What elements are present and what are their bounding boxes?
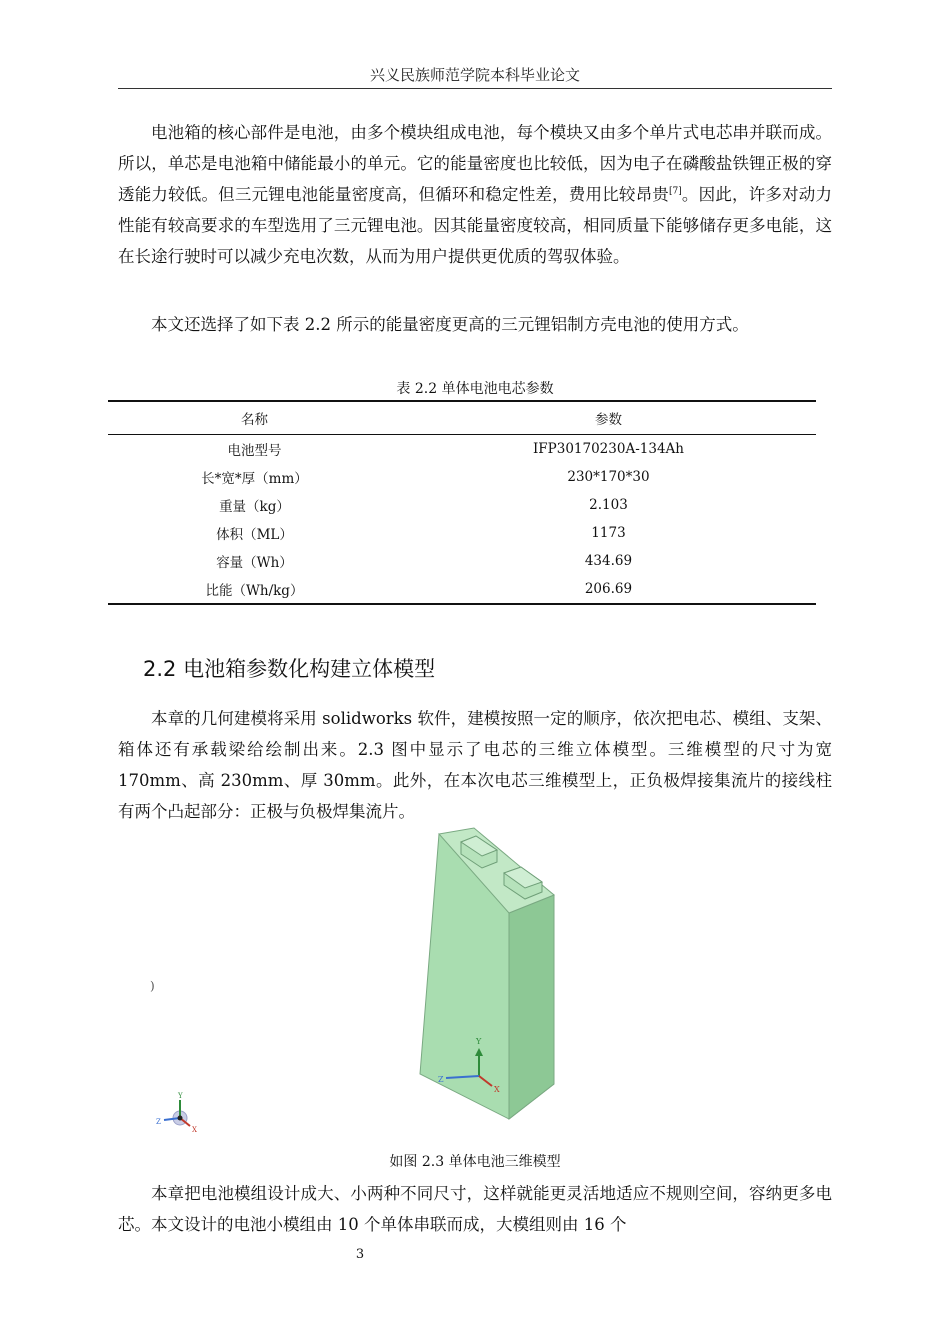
cell-parameter-table bbox=[108, 400, 816, 605]
table-row bbox=[108, 547, 816, 575]
z-axis-label: Z bbox=[438, 1075, 444, 1084]
row-value: 2.103 bbox=[589, 497, 628, 513]
row-name: 电池型号 bbox=[227, 443, 282, 459]
y-axis-label: Y bbox=[476, 1037, 482, 1046]
figure-caption: 如图 2.3 单体电池三维模型 bbox=[389, 1154, 561, 1170]
svg-text:Y: Y bbox=[178, 1092, 183, 1100]
cell-side-face bbox=[509, 895, 554, 1119]
table-row bbox=[108, 519, 816, 547]
table-row bbox=[108, 575, 816, 604]
row-value: 230*170*30 bbox=[567, 469, 650, 485]
row-value: 1173 bbox=[591, 525, 626, 541]
header-value: 参数 bbox=[401, 401, 816, 435]
section-heading: 2.2 电池箱参数化构建立体模型 bbox=[143, 657, 436, 681]
paragraph-battery-core: 电池箱的核心部件是电池，由多个模块组成电池，每个模块又由多个单片式电芯串并联而成。所以，单芯是电池箱中储能最小的单元。它的能量密度也比较低，因为电子在磷酸盐铁锂正极的穿透能力较低。但三元锂电池能量密度高，但循环和稳定性差，费用比较昂贵[7]。因此，许多对动力性能有较高要求的车型选用了三元锂电池。因其能量密度较高，相同质量下能够储存更多电能，这在长途行驶时可以减少充电次数，从而为用户提供更优质的驾驭体验。 bbox=[118, 123, 833, 266]
stray-mark: ) bbox=[150, 979, 155, 993]
row-value: IFP30170230A-134Ah bbox=[532, 441, 684, 457]
table-row bbox=[108, 491, 816, 519]
row-name: 容量（Wh） bbox=[216, 555, 293, 571]
row-value: 206.69 bbox=[584, 581, 633, 597]
page-header: 兴义民族师范学院本科毕业论文 bbox=[118, 62, 832, 89]
paragraph-table-intro: 本文还选择了如下表 2.2 所示的能量密度更高的三元锂铝制方壳电池的使用方式。 bbox=[151, 315, 749, 334]
battery-cell-model bbox=[140, 822, 810, 1152]
row-name: 体积（ML） bbox=[216, 527, 293, 543]
svg-text:X: X bbox=[192, 1126, 197, 1134]
table-row bbox=[108, 435, 816, 464]
row-name: 长*宽*厚（mm） bbox=[201, 471, 308, 487]
paragraph-modules: 本章把电池模组设计成大、小两种不同尺寸，这样就能更灵活地适应不规则空间，容纳更多电芯。本文设计的电池小模组由 10 个单体串联而成，大模组则由 16 个 bbox=[118, 1184, 832, 1234]
row-name: 比能（Wh/kg） bbox=[205, 583, 304, 599]
row-value: 434.69 bbox=[584, 553, 633, 569]
page-number: 3 bbox=[355, 1247, 365, 1262]
x-axis-label: X bbox=[494, 1085, 500, 1094]
table-row bbox=[108, 463, 816, 491]
table-header-row bbox=[108, 401, 816, 435]
paragraph-modeling: 本章的几何建模将采用 solidworks 软件，建模按照一定的顺序，依次把电芯、模组、支架、箱体还有承载梁给绘制出来。2.3 图中显示了电芯的三维立体模型。三维模型的尺寸为宽 170mm、高 230mm、厚 30mm。此外，在本次电芯三维模型上，正负极焊接集流片的接线柱有两个凸起部分：正极与负极焊集流片。 bbox=[118, 709, 832, 821]
citation-7: [7] bbox=[668, 186, 682, 197]
svg-text:Z: Z bbox=[156, 1118, 161, 1126]
row-name: 重量（kg） bbox=[219, 499, 290, 515]
header-name: 名称 bbox=[108, 401, 401, 435]
table-caption: 表 2.2 单体电池电芯参数 bbox=[396, 381, 554, 397]
battery-cell-figure bbox=[140, 822, 810, 1152]
